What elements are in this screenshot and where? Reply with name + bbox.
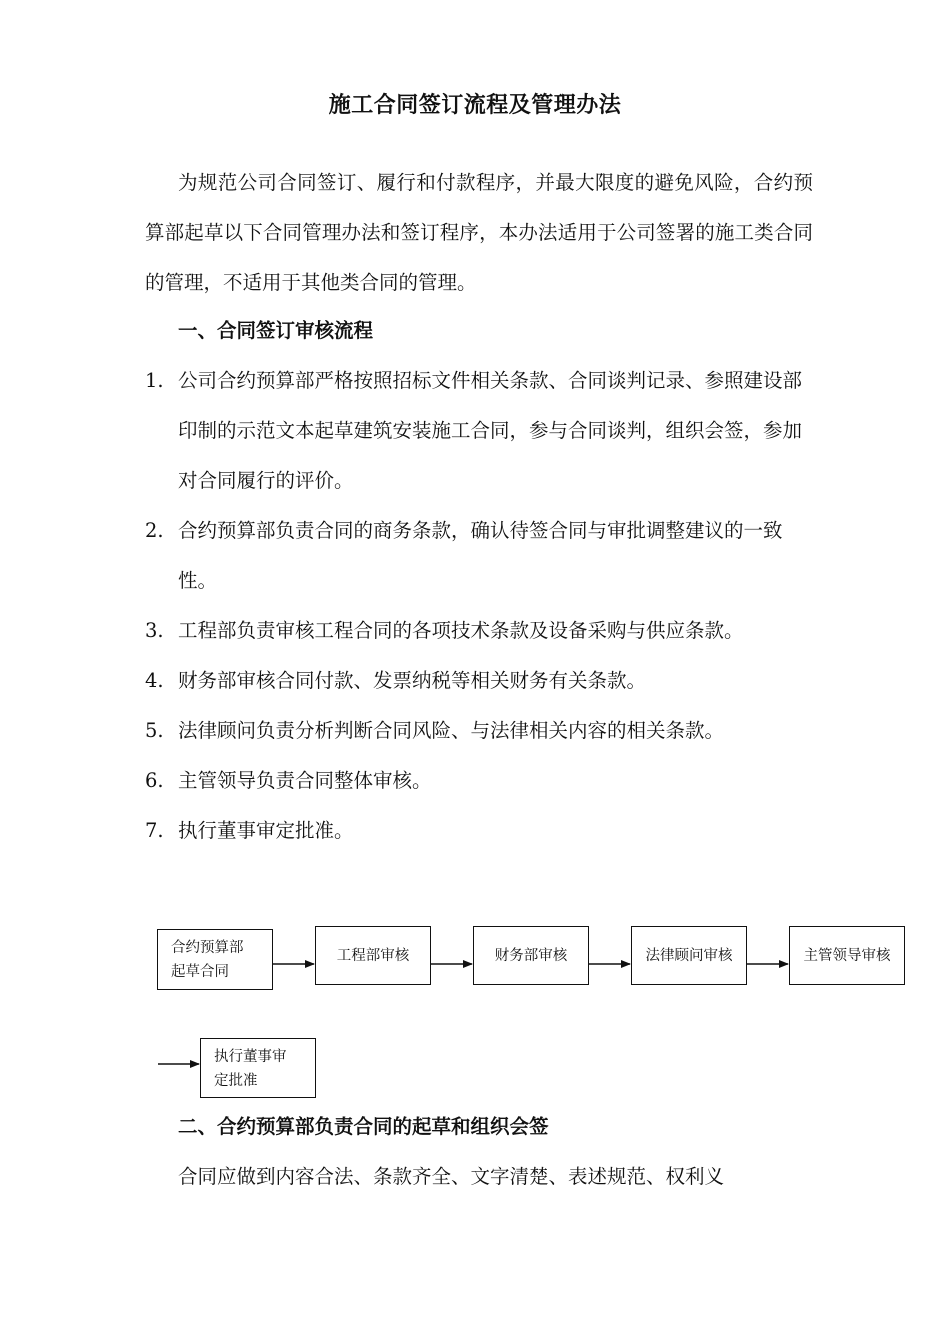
step-text: 合约预算部负责合同的商务条款，确认待签合同与审批调整建议的一致性。 — [178, 519, 783, 592]
step-number: 3. — [145, 619, 164, 642]
list-item — [145, 806, 813, 856]
flow-box-finance: 财务部审核 — [473, 926, 589, 985]
section-2-heading: 二、合约预算部负责合同的起草和组织会签 — [178, 1115, 549, 1138]
step-text: 主管领导负责合同整体审核。 — [178, 769, 432, 792]
step-text: 工程部负责审核工程合同的各项技术条款及设备采购与供应条款。 — [178, 619, 744, 642]
flow-box-manager: 主管领导审核 — [789, 926, 905, 985]
flow-box-director-line1: 执行董事审 — [214, 1049, 287, 1065]
step-text: 执行董事审定批准。 — [178, 819, 354, 842]
flow-box-director-line2: 定批准 — [214, 1073, 258, 1089]
document-title: 施工合同签订流程及管理办法 — [328, 92, 622, 118]
step-number: 4. — [145, 669, 164, 692]
list-item — [145, 656, 813, 706]
step-text: 法律顾问负责分析判断合同风险、与法律相关内容的相关条款。 — [178, 719, 725, 742]
list-item — [145, 356, 813, 506]
step-number: 7. — [145, 819, 164, 842]
step-number: 5. — [145, 719, 164, 742]
flow-box-draft-line1: 合约预算部 — [171, 940, 244, 956]
step-number: 1. — [145, 369, 164, 392]
flow-box-draft-line2: 起草合同 — [171, 964, 229, 980]
flow-box-draft — [157, 929, 273, 990]
flow-box-engineering: 工程部审核 — [315, 926, 431, 985]
flow-box-director — [200, 1038, 316, 1098]
step-text: 公司合约预算部严格按照招标文件相关条款、合同谈判记录、参照建设部印制的示范文本起草建筑安装施工合同，参与合同谈判，组织会签，参加对合同履行的评价。 — [178, 369, 803, 492]
section-2-paragraph: 合同应做到内容合法、条款齐全、文字清楚、表述规范、权利义 — [178, 1165, 725, 1188]
section-1-heading: 一、合同签订审核流程 — [178, 319, 374, 342]
flow-box-legal: 法律顾问审核 — [631, 926, 747, 985]
intro-paragraph: 为规范公司合同签订、履行和付款程序，并最大限度的避免风险，合约预算部起草以下合同管理办法和签订程序，本办法适用于公司签署的施工类合同的管理，不适用于其他类合同的管理。 — [145, 171, 813, 294]
list-item — [145, 506, 813, 606]
list-item — [145, 606, 813, 656]
list-item — [145, 756, 813, 806]
process-steps-list — [145, 356, 813, 856]
step-number: 6. — [145, 769, 164, 792]
step-number: 2. — [145, 519, 164, 542]
step-text: 财务部审核合同付款、发票纳税等相关财务有关条款。 — [178, 669, 647, 692]
list-item — [145, 706, 813, 756]
